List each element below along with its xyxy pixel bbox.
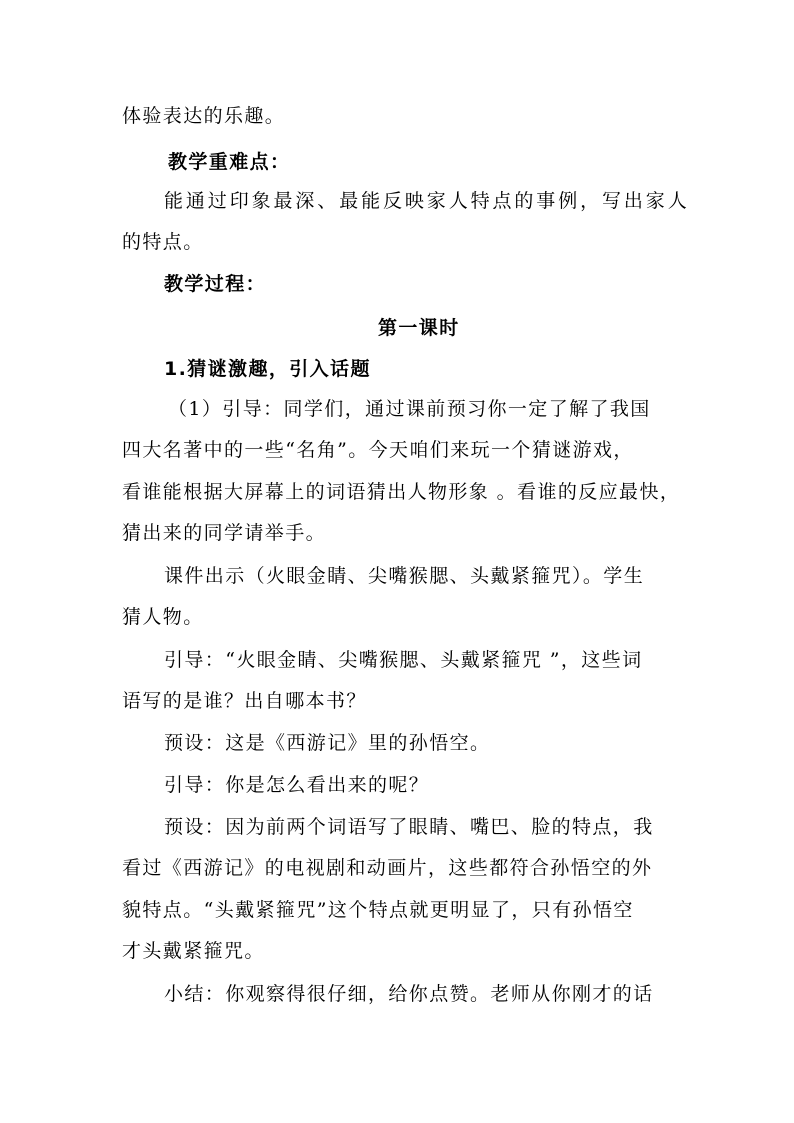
text-line: 预设：因为前两个词语写了眼睛、嘴巴、脸的特点，我 [164,816,654,838]
text-line: 语写的是谁？出自哪本书？ [122,690,367,712]
text-line: 引导：“火眼金睛、尖嘴猴腮、头戴紧箍咒 ”，这些词 [164,649,643,671]
lesson-title: 第一课时 [378,317,460,339]
text-line: 引导：你是怎么看出来的呢？ [164,774,430,796]
text-line: 才头戴紧箍咒。 [122,940,265,962]
text-line: 预设：这是《西游记》里的孙悟空。 [164,732,491,754]
section-heading-process: 教学过程： [164,273,267,295]
text-line: 课件出示（火眼金睛、尖嘴猴腮、头戴紧箍咒）。学生 [164,565,645,587]
text-line: 的特点。 [122,231,204,253]
text-line: 四大名著中的一些“名角”。今天咱们来玩一个猜谜游戏， [122,439,634,461]
text-line: 看谁能根据大屏幕上的词语猜出人物形象 。看谁的反应最快， [122,481,681,503]
section-heading-difficulty: 教学重难点： [168,151,291,173]
text-line: 体验表达的乐趣。 [122,105,286,127]
text-line: 貌特点。“头戴紧箍咒”这个特点就更明显了，只有孙悟空 [122,899,634,921]
text-line: 猜出来的同学请举手。 [122,522,327,544]
text-line: 能通过印象最深、最能反映家人特点的事例，写出家人 [164,190,690,212]
text-line: 看过《西游记》的电视剧和动画片，这些都符合孙悟空的外 [122,857,653,879]
text-line: 小结：你观察得很仔细，给你点赞。老师从你刚才的话 [164,983,654,1005]
text-line: 猜人物。 [122,606,204,628]
section-heading-1: 1.猜谜激趣，引入话题 [164,358,371,380]
text-line: （1）引导：同学们，通过课前预习你一定了解了我国 [168,398,651,420]
